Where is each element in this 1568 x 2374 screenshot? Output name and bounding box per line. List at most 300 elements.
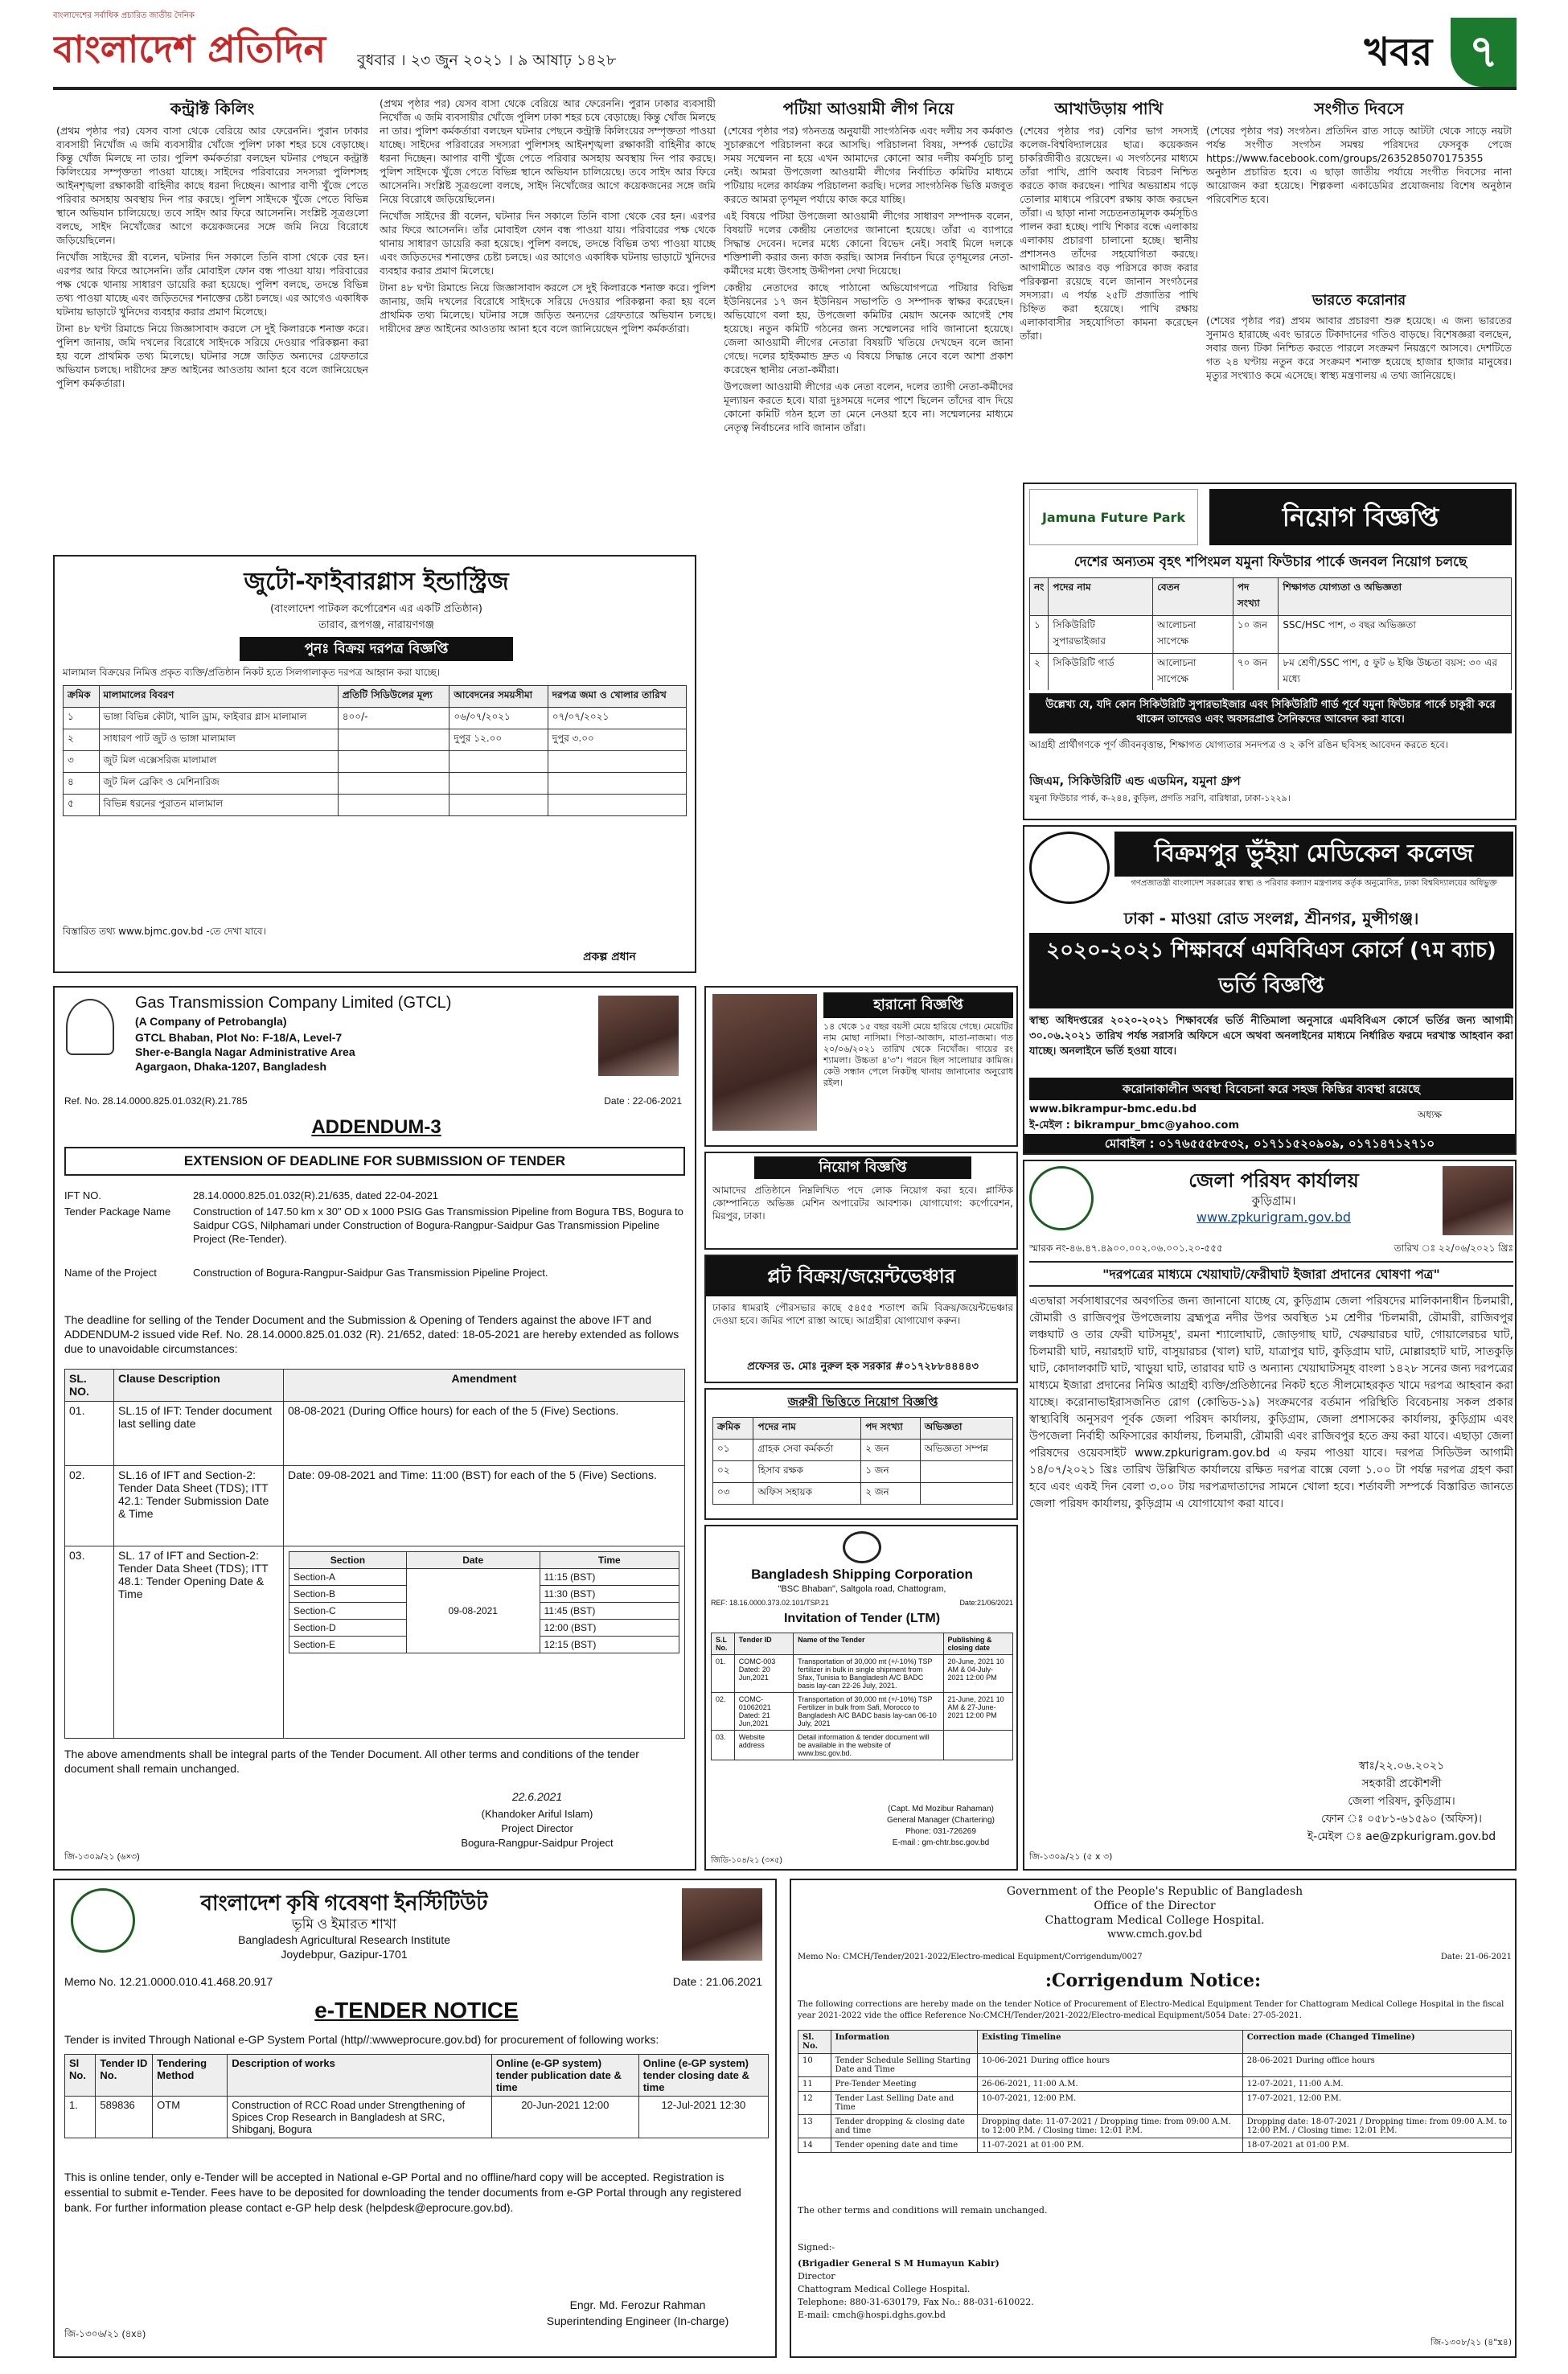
address-line: GTCL Bhaban, Plot No: F-18/A, Level-7: [135, 1031, 343, 1044]
zila-parishad-notice: [1023, 1160, 1517, 1871]
notice-date: Date: 21-06-2021: [1440, 1953, 1512, 1961]
email-address: E-mail : gm-chtr.bsc.gov.bd: [892, 1838, 990, 1847]
info-value: Construction of Bogura-Rangpur-Saidpur Gas Transmission Pipeline Project.: [193, 1267, 548, 1279]
table-cell: ২: [1030, 654, 1049, 691]
table-header: দরপত্র জমা ও খোলার তারিখ: [548, 686, 686, 708]
table-cell: Section-E: [289, 1637, 407, 1653]
table-cell: সিকিউরিটি গার্ড: [1049, 654, 1153, 691]
table-cell: 589836: [96, 2097, 153, 2138]
company-address: তারাব, রূপগঞ্জ, নারায়ণগঞ্জ: [318, 619, 434, 631]
table-cell: [449, 795, 548, 816]
mobile-numbers: মোবাইল : ০১৭৬৫৫৫৮৫৩২, ০১৭১১৫২০৯০৯, ০১৭১৪৭১২৭১০: [1024, 1134, 1515, 1153]
portrait-image: [1443, 1166, 1513, 1235]
memo-number: Memo No. 12.21.0000.010.41.468.20.917: [64, 1975, 273, 1988]
table-cell: Section-A: [289, 1569, 407, 1586]
table-cell: 11:15 (BST): [540, 1569, 679, 1586]
table-row: [64, 708, 687, 729]
table-cell: 10: [798, 2054, 831, 2077]
table-cell: 21-June, 2021 10 AM & 27-June-2021 12:00 PM: [943, 1693, 1012, 1731]
table-cell: ৪: [64, 773, 100, 795]
article-patiya-awami-league: [724, 97, 1013, 977]
table-cell: 11:45 (BST): [540, 1603, 679, 1620]
table-cell: SSC/HSC পাশ, ৩ বছর অভিজ্ঞতা: [1279, 616, 1512, 654]
table-row: [798, 2054, 1512, 2077]
table-cell: জুট মিল ব্রেকিং ও মেশিনারিজ: [99, 773, 338, 795]
ad-code: জি-১৩০৯/২১ (৬×৩): [64, 1852, 140, 1862]
gtcl-logo-icon: [66, 999, 114, 1055]
table-cell: 12:00 (BST): [540, 1620, 679, 1637]
table-cell: [338, 751, 449, 773]
notice-date: Date : 22-06-2021: [604, 1095, 682, 1107]
notice-note: The other terms and conditions will remain unchanged.: [798, 2205, 1048, 2216]
notice-title: জরুরী ভিত্তিতে নিয়োগ বিজ্ঞপ্তি: [787, 1394, 938, 1409]
table-cell: ০১: [713, 1440, 753, 1461]
table-row: [713, 1440, 1013, 1461]
notice-title: "দরপত্রের মাধ্যমে খেয়াঘাট/ফেরীঘাট ইজারা প্রদানের ঘোষণা পত্র": [1029, 1261, 1513, 1287]
phone-number: Telephone: 880-31-630179, Fax No.: 88-031-610022.: [798, 2297, 1034, 2307]
table-cell: [548, 751, 686, 773]
table-cell: [449, 751, 548, 773]
table-header: Online (e-GP system) tender closing date & time: [638, 2055, 768, 2097]
urgent-job-table: [712, 1417, 1013, 1514]
table-cell: 10-06-2021 During office hours: [977, 2054, 1242, 2077]
bikrampur-medical-college-ad: [1023, 825, 1517, 1155]
table-row: [64, 729, 687, 751]
table-row: [289, 1569, 679, 1586]
bari-logo-icon: [71, 1888, 135, 1953]
table-cell: 08-08-2021 (During Office hours) for each of the 5 (Five) Sections.: [284, 1402, 685, 1466]
notice-intro: মালামাল বিক্রয়ের নিমিত্ত প্রকৃত ব্যক্তি/প্রতিষ্ঠান নিকট হতে সিলগালাকৃত দরপত্র আহ্বান করা যাচ্ছে।: [63, 667, 441, 678]
notice-title: e-TENDER NOTICE: [314, 1998, 519, 2023]
signer-name: (Capt. Md Mozibur Rahaman): [888, 1805, 994, 1813]
website-link[interactable]: www.zpkurigram.gov.bd: [1196, 1210, 1352, 1225]
company-name: জুটো-ফাইবারগ্লাস ইন্ডাস্ট্রিজ: [244, 568, 509, 596]
notice-title: :Corrigendum Notice:: [1045, 1970, 1262, 1991]
article-title: সংগীত দিবসে: [1314, 99, 1404, 118]
table-cell: [920, 1461, 1012, 1483]
table-cell: [920, 1483, 1012, 1505]
table-cell: ০৩: [713, 1483, 753, 1505]
table-cell: Section-B: [289, 1586, 407, 1603]
table-cell: 26-06-2021, 11:00 A.M.: [977, 2077, 1242, 2092]
table-row: [713, 1483, 1013, 1505]
article-title: পটিয়া আওয়ামী লীগ নিয়ে: [782, 99, 954, 118]
bsc-tender-ad: [704, 1525, 1018, 1871]
table-cell: হিসাব রক্ষক: [753, 1461, 861, 1483]
missing-person-photo: [712, 994, 817, 1131]
signer-title: Superintending Engineer (In-charge): [546, 2314, 729, 2327]
article-paragraph: এই বিষয়ে পটিয়া উপজেলা আওয়ামী লীগের সাধারণ সম্পাদক বলেন, বিষয়টি দলের কেন্দ্রীয় নেতাদের জানানো হয়েছে। তাঁরা এ ব্যাপারে সিদ্ধান্ত দেবেন। দলের মধ্যে কোনো বিভেদ নেই। সবাই মিলে দলকে শক্তিশালী করার জন্য কাজ করছি। আসন্ন নির্বাচন ঘিরে তৃণমূলের নেতা-কর্মীদের মধ্যে উৎসাহ উদ্দীপনা দেখা দিয়েছে।: [724, 210, 1013, 277]
tender-info: [64, 1189, 685, 1309]
email-address[interactable]: ই-মেইল ঃ ae@zpkurigram.gov.bd: [1307, 1830, 1496, 1843]
ad-code: জি-১৩০৬/২১ (৪x৪): [64, 2328, 146, 2339]
table-header: Section: [289, 1552, 407, 1569]
website-link[interactable]: www.cmch.gov.bd: [1106, 1928, 1203, 1941]
table-row: [65, 1546, 685, 1739]
college-logo-icon: [1029, 832, 1110, 904]
notice-banner: উল্লেখ্য যে, যদি কোন সিকিউরিটি সুপারভাইজার এবং সিকিউরিটি গার্ড পূর্বে যমুনা ফিউচার পার্কে চাকুরী করে থাকেন তাদেরও এবং অবসরপ্রাপ্ত সৈনিকদের আবেদন করা যাবে।: [1029, 693, 1512, 733]
table-cell: আলোচনা সাপেক্ষে: [1153, 616, 1233, 654]
table-cell: 20-June, 2021 10 AM & 04-July-2021 12:00 PM: [943, 1655, 1012, 1693]
article-music-day: [1206, 97, 1512, 474]
signer-name: (Brigadier General S M Humayun Kabir): [798, 2258, 999, 2269]
table-header: Sl. No.: [798, 2031, 831, 2054]
table-cell: ২ জন: [861, 1483, 921, 1505]
table-row: [64, 773, 687, 795]
notice-title: ADDENDUM-3: [311, 1116, 441, 1138]
institute-name: বাংলাদেশ কৃষি গবেষণা ইনস্টিটিউট: [200, 1891, 488, 1914]
table-header: পদের নাম: [753, 1418, 861, 1440]
plot-sale-ad: [704, 1255, 1018, 1383]
memo-number: Memo No: CMCH/Tender/2021-2022/Electro-medical Equipment/Corrigendum/0027: [798, 1953, 1143, 1961]
principal-signer: অধ্যক্ষ: [1417, 1109, 1443, 1120]
office-place: কুড়িগ্রাম।: [1251, 1193, 1296, 1208]
portrait-image: [598, 996, 679, 1076]
college-subtitle: গণপ্রজাতন্ত্রী বাংলাদেশ সরকারের স্বাস্থ্য ও পরিবার কল্যাণ মন্ত্রণালয় কর্তৃক অনুমোদিত, ঢাকা বিশ্ববিদ্যালয়ের অধিভুক্ত: [1131, 879, 1497, 888]
article-paragraph: উপজেলা আওয়ামী লীগের এক নেতা বলেন, দলের ত্যাগী নেতা-কর্মীদের মূল্যায়ন করতে হবে। যারা দুঃসময়ে দলের পাশে ছিলেন তাঁদের বাদ দিয়ে কোনো কমিটি গঠন হলে তা মেনে নেওয়া হবে না। সম্মেলনের মাধ্যমে নেতৃত্ব নির্বাচনের দাবি জানান তাঁরা।: [724, 380, 1013, 433]
installment-banner: করোনাকালীন অবস্থা বিবেচনা করে সহজ কিস্তির ব্যবস্থা রয়েছে: [1029, 1078, 1513, 1100]
notice-title: Invitation of Tender (LTM): [783, 1612, 941, 1625]
table-row: [1030, 654, 1512, 691]
article-body: [724, 124, 1013, 976]
table-cell: আলোচনা সাপেক্ষে: [1153, 654, 1233, 691]
signer-name: Engr. Md. Ferozur Rahman: [569, 2298, 706, 2311]
table-row: [1030, 616, 1512, 654]
brand-logo: Jamuna Future Park: [1029, 489, 1198, 545]
jute-tender-ad: [53, 555, 696, 973]
table-row: [65, 1402, 685, 1466]
company-address: "BSC Bhaban", Saltgola road, Chattogram,: [778, 1584, 946, 1594]
table-header: Tender ID No.: [96, 2055, 153, 2097]
notice-subtitle: EXTENSION OF DEADLINE FOR SUBMISSION OF TENDER: [64, 1147, 685, 1176]
table-cell: Tender opening date and time: [831, 2138, 977, 2153]
table-cell: Pre-Tender Meeting: [831, 2077, 977, 2092]
table-cell: 12-Jul-2021 12:30: [638, 2097, 768, 2138]
table-header: Online (e-GP system) tender publication date & time: [491, 2055, 638, 2097]
table-header: Publishing & closing date: [943, 1633, 1012, 1655]
opening-schedule-table: [289, 1551, 679, 1653]
table-header: অভিজ্ঞতা: [920, 1418, 1012, 1440]
signature-date: 22.6.2021: [511, 1790, 563, 1803]
cmch-corrigendum-ad: [790, 1879, 1517, 2358]
footer-note: বিস্তারিত তথ্য www.bjmc.gov.bd -তে দেখা যাবে।: [63, 926, 266, 937]
table-row: [713, 1461, 1013, 1483]
table-cell: ৩: [64, 751, 100, 773]
table-cell: ১০ জন: [1233, 616, 1279, 654]
signer-title: Director: [798, 2271, 835, 2282]
page-number: ৭: [1451, 18, 1517, 87]
table-cell: 11-07-2021 at 01:00 P.M.: [977, 2138, 1242, 2153]
table-cell: Detail information & tender document will be available in the website of www.bsc.gov.bd.: [794, 1731, 943, 1760]
table-cell: SL.15 of IFT: Tender document last selling date: [114, 1402, 284, 1466]
table-header: Correction made (Changed Timeline): [1242, 2031, 1511, 2054]
table-cell: 10-07-2021, 12:00 P.M.: [977, 2092, 1242, 2115]
newspaper-logo: বাংলাদেশ প্রতিদিন: [53, 27, 326, 71]
company-name: Bangladesh Shipping Corporation: [751, 1567, 973, 1582]
table-cell: [284, 1546, 685, 1739]
table-header: ক্রমিক: [64, 686, 100, 708]
table-header: Information: [831, 2031, 977, 2054]
table-cell: ১: [1030, 616, 1049, 654]
article-paragraph: নিখোঁজ সাইদের স্ত্রী বলেন, ঘটনার দিন সকালে তিনি বাসা থেকে বের হন। এরপর আর ফিরে আসেননি। তাঁর মোবাইল ফোন বন্ধ পাওয়া যায়। পরিবারের পক্ষ থেকে থানায় সাধারণ ডায়েরি করা হয়েছে। পুলিশ বলছে, তদন্তে বিভিন্ন তথ্য পাওয়া যাচ্ছে এবং জড়িতদের শনাক্তের চেষ্টা চলছে। এর আগেও একাধিক ঘটনায় ভাড়াটে খুনিদের ব্যবহার করার প্রমাণ মিলেছে।: [380, 210, 716, 277]
ad-code: জিডি-১০৪/২১ (৩×৫): [711, 1856, 782, 1865]
table-row: [798, 2115, 1512, 2138]
table-cell: দুপুর ১২.০০: [449, 729, 548, 751]
table-cell: Date: 09-08-2021 and Time: 11:00 (BST) for each of the 5 (Five) Sections.: [284, 1466, 685, 1546]
table-cell: 09-08-2021: [406, 1569, 540, 1653]
issue-date: বুধবার । ২৩ জুন ২০২১ । ৯ আষাঢ় ১৪২৮: [357, 51, 617, 69]
jamuna-future-park-job-ad: [1023, 483, 1517, 820]
contact-name: জিএম, সিকিউরিটি এন্ড এডমিন, যমুনা গ্রুপ: [1029, 774, 1241, 788]
notice-intro: Tender is invited Through National e-GP System Portal (http//:wwweprocure.gov.bd) for procurement of following works:: [64, 2033, 659, 2046]
table-row: [64, 795, 687, 816]
bsc-tender-table: [711, 1633, 1013, 1801]
table-cell: ৫: [64, 795, 100, 816]
table-cell: 11:30 (BST): [540, 1586, 679, 1603]
notice-date: Date:21/06/2021: [959, 1599, 1013, 1607]
address-line: Sher-e-Bangla Nagar Administrative Area: [135, 1045, 355, 1058]
signer-name: (Khandoker Ariful Islam): [481, 1808, 593, 1820]
table-cell: [338, 773, 449, 795]
table-cell: সিকিউরিটি সুপারভাইজার: [1049, 616, 1153, 654]
article-body: (শেষের পৃষ্ঠার পর) বেশির ভাগ সদস্যই কলেজ-বিশ্ববিদ্যালয়ের ছাত্র। কয়েকজন চাকরিজীবীও রয়েছেন। এ সংগঠনের মাধ্যমে তাঁরা পাখি, প্রাণি অবাধ বিচরণ নিশ্চিত করতে কাজ করছেন। পাখির অভয়াশ্রম গড়ে তোলার মাধ্যমে পরিবেশ রক্ষায় কাজ করছেন তাঁরা। এ ছাড়া নানা সচেতনতামূলক কর্মসূচিও পালন করা হচ্ছে। পাখি শিকার বন্ধে এলাকায় এলাকায় প্রচারণা চালানো হচ্ছে। স্থানীয় প্রশাসনও তাঁদের সহযোগিতা করছে। আগামীতে আরও বড় পরিসরে কাজ করার পরিকল্পনা রয়েছে বলে জানান সংগঠনের সদস্যরা। এ পর্যন্ত ২৫টি প্রজাতির পাখি চিহ্নিত করা হয়েছে। পাখি রক্ষায় এলাকাবাসীর সহযোগিতা কামনা করেছেন তাঁরা।: [1020, 125, 1198, 342]
table-header: Clause Description: [114, 1370, 284, 1402]
office-name: জেলা পরিষদ কার্যালয়: [1188, 1169, 1359, 1190]
article-paragraph: (শেষের পৃষ্ঠার পর) গঠনতন্ত্র অনুযায়ী সাংগঠনিক এবং দলীয় সব কর্মকাণ্ড সুচারুরূপে পরিচালনা করে আসছি। পরিচালনা বিষয়, সম্পর্ক ভোটের সময় সম্মেলন না হয়ে এখন আমাদের কোনো আর দলীয় কর্মসূচি চালু নেই। আমরা উপজেলা আওয়ামী লীগের নির্বাচিত কমিটির মাধ্যমে পটিয়ায় দলের কার্যক্রম পরিচালনা করছি। দলের সাংগঠনিক ভিত্তি মজবুত করতে আমরা তৃণমূল পর্যায়ে কাজ করে যাচ্ছি।: [724, 125, 1013, 205]
table-cell: 28-06-2021 During office hours: [1242, 2054, 1511, 2077]
table-row: [64, 751, 687, 773]
department-name: ভূমি ও ইমারত শাখা: [291, 1916, 397, 1932]
article-contract-killing: [56, 97, 368, 547]
table-cell: 03.: [65, 1546, 114, 1739]
table-cell: 14: [798, 2138, 831, 2153]
info-value: Construction of 147.50 km x 30" OD x 1000 PSIG Gas Transmission Pipeline from Bogura TBS, Bogura to Saidpur CGS, Nilphamari under Construction of Bogura-Rangpur-Saidpur Gas Transmission Pipeline Project (Re-Tender).: [193, 1205, 683, 1245]
signer-title: General Manager (Chartering): [887, 1816, 995, 1825]
admission-text: স্বাস্থ্য অধিদপ্তরের ২০২০-২০২১ শিক্ষাবর্ষের ভর্তি নীতিমালা অনুসারে এমবিবিএস কোর্সে ভর্তির জন্য আগামী ৩০.০৬.২০২১ তারিখ পর্যন্ত সরাসরি অফিসে এসে অথবা অনলাইনের মাধ্যমে নির্ধারিত ফরমে দরখাস্ত আহবান করা যাচ্ছে। অনলাইনে ভর্তি হওয়া যাবে।: [1029, 1015, 1513, 1058]
website-link[interactable]: www.bikrampur-bmc.edu.bd: [1029, 1103, 1197, 1115]
table-cell: Section-C: [289, 1603, 407, 1620]
email-address[interactable]: ই-মেইল : bikrampur_bmc@yahoo.com: [1029, 1119, 1240, 1132]
table-cell: Transportation of 30,000 mt (+/-10%) TSP fertilizer in bulk in single shipment from Sfax, Tunisia to Bangladesh A/C BADC basis lay-can 22-26 July, 2021.: [794, 1655, 943, 1693]
article-paragraph: কেন্দ্রীয় নেতাদের কাছে পাঠানো অভিযোগপত্রে পটিয়ার বিভিন্ন ইউনিয়নের ১৭ জন ইউনিয়ন সভাপতি ও সম্পাদক স্বাক্ষর করেছেন। অভিযোগে বলা হয়, উপজেলা কমিটির মেয়াদ অনেক আগেই শেষ হয়েছে। নতুন কমিটি গঠনের জন্য সম্মেলনের দাবি জানানো হয়েছে। জেলা আওয়ামী লীগের নেতারা বিষয়টি খতিয়ে দেখছেন বলে জানা গেছে। দলের হাইকমান্ড দ্রুত এ বিষয়ে সিদ্ধান্ত নেবে বলে আশা প্রকাশ করেছেন স্থানীয় নেতা-কর্মীরা।: [724, 281, 1013, 376]
contact-address: যমুনা ফিউচার পার্ক, ক-২৪৪, কুড়িল, প্রগতি সরণি, বারিধারা, ঢাকা-১২২৯।: [1029, 793, 1291, 803]
table-cell: ০৬/০৭/২০২১: [449, 708, 548, 729]
section-name: খবর: [1364, 30, 1433, 75]
email-address: E-mail: cmch@hospi.dghs.gov.bd: [798, 2310, 946, 2320]
bsc-logo-icon: [843, 1531, 881, 1563]
signed-label: Signed:-: [798, 2242, 835, 2253]
company-subtitle: (বাংলাদেশ পাটকল কর্পোরেশন এর একটি প্রতিষ্ঠান): [270, 603, 482, 615]
table-cell: 17-07-2021, 12:00 P.M.: [1242, 2092, 1511, 2115]
info-label: Tender Package Name: [64, 1205, 171, 1218]
table-cell: ভাঙ্গা বিভিন্ন কৌটা, খালি ড্রাম, ফাইবার গ্লাস মালামাল: [99, 708, 338, 729]
college-name: বিক্রমপুর ভুঁইয়া মেডিকেল কলেজ: [1114, 832, 1513, 877]
urgent-job-ad: [704, 1388, 1018, 1520]
memo-number: স্মারক নং-৪৬.৪৭.৪৯০০.০০২.০৬.০০১.২০-৫৫৫: [1029, 1242, 1223, 1254]
table-cell: 12:15 (BST): [540, 1637, 679, 1653]
signer-org: Chattogram Medical College Hospital.: [798, 2284, 971, 2294]
table-cell: COMC-003 Dated: 20 Jun,2021: [734, 1655, 793, 1693]
table-header: Sl No.: [65, 2055, 96, 2097]
table-cell: Tender Schedule Selling Starting Date and Time: [831, 2054, 977, 2077]
table-cell: [548, 773, 686, 795]
notice-title: হারানো বিজ্ঞপ্তি: [823, 992, 1013, 1018]
table-cell: ২ জন: [861, 1440, 921, 1461]
table-header: Tender ID: [734, 1633, 793, 1655]
table-header: Description of works: [228, 2055, 492, 2097]
notice-date: তারিখ ঃ ২২/০৬/২০২১ খ্রিঃ: [1394, 1242, 1513, 1254]
ad-code: জি-১৩০৮/২১ (৪"x৪): [1430, 2337, 1512, 2347]
table-cell: 12: [798, 2092, 831, 2115]
info-label: Name of the Project: [64, 1267, 157, 1279]
phone-number: ফোন ঃ ০৫৮১-৬১৫৯০ (অফিস)।: [1320, 1813, 1483, 1826]
notice-body: This is online tender, only e-Tender will be accepted in National e-GP Portal and no offline/hard copy will be accepted. Registration is essential to submit e-Tender. Fees have to be deposited for downloading the tender documents from e-GP Portal through any registered bank. For further information please contact e-GP help desk (helpdesk@eprocure.gov.bd).: [64, 2171, 741, 2214]
table-cell: ১: [64, 708, 100, 729]
ad-code: জি-১৩০৯/২১ (৫ x ৩): [1029, 1851, 1113, 1862]
table-cell: [943, 1731, 1012, 1760]
masthead: [53, 6, 1517, 87]
table-cell: 18-07-2021 at 01:00 P.M.: [1242, 2138, 1511, 2153]
notice-body: ১৪ থেকে ১৫ বছর বয়সী মেয়ে হারিয়ে গেছে। মেয়েটির নাম মোছা নাসিমা। পিতা-আজাদ, মাতা-নাজমা। গত ২০/০৬/২০২১ তারিখ থেকে নিখোঁজ। গায়ের রং শ্যামলা। উচ্চতা ৪'৩"। পরনে ছিল সালোয়ার কামিজ। কেউ সন্ধান পেলে নিকটস্থ থানায় জানানোর অনুরোধ রইল।: [823, 1021, 1013, 1088]
tagline: বাংলাদেশের সর্বাধিক প্রচারিত জাতীয় দৈনিক: [53, 11, 195, 20]
table-row: [798, 2138, 1512, 2153]
table-cell: SL.16 of IFT and Section-2: Tender Data Sheet (TDS); ITT 42.1: Tender Submission Date & Time: [114, 1466, 284, 1546]
notice-title: নিয়োগ বিজ্ঞপ্তি: [754, 1156, 971, 1179]
lost-notice-ad: [704, 986, 1018, 1147]
table-header: Existing Timeline: [977, 2031, 1242, 2054]
reference-number: REF: 18.16.0000.373.02.101/TSP.21: [711, 1599, 829, 1607]
company-name: Gas Transmission Company Limited (GTCL): [135, 994, 452, 1012]
admission-banner: ২০২০-২০২১ শিক্ষাবর্ষে এমবিবিএস কোর্সে (৭ম ব্যাচ) ভর্তি বিজ্ঞপ্তি: [1029, 933, 1513, 1008]
info-label: IFT NO.: [64, 1189, 101, 1201]
article-patiya: [380, 97, 716, 547]
table-row: [65, 2097, 769, 2138]
table-header: নং: [1030, 578, 1049, 616]
notice-body: ঢাকার ধামরাই পৌরসভার কাছে ৫৪৫৫ শতাংশ জমি বিক্রয়/জয়েন্টভেঞ্চার দেওয়া হবে। জমির পাশে রাস্তা আছে। আগ্রহীরা যোগাযোগ করুন।: [712, 1302, 1013, 1326]
article-paragraph: (প্রথম পৃষ্ঠার পর) যেসব বাসা থেকে বেরিয়ে আর ফেরেননি। পুরান ঢাকার ব্যবসায়ী নিখোঁজ এ জমি ব্যবসায়ীর খোঁজে পুলিশ ঢাকা শহর চষে বেড়াচ্ছে। কিন্তু খোঁজ মিলছে না তার। পুলিশ কর্মকর্তারা বলছেন ঘটনার পেছনে কন্ট্রাক্ট কিলিংয়ের সম্পৃক্ততা পাওয়া যাচ্ছে। সাইদের পরিবারের সদস্যরা পুলিশসহ আইনশৃঙ্খলা রক্ষাকারী বাহিনীর কাছে ধরনা দিচ্ছেন। আপার বাণী খুঁজে পেতে পরিবার অসহায় অবস্থায় দিন পার করছে। পুলিশ সাইদকে খুঁজে পেতে বিভিন্ন স্থানে অভিযান চালিয়েছে। তবে সাইদ আর ফিরে আসেননি। সংশ্লিষ্ট সূত্রগুলো বলছে, সাইদ নিখোঁজের আগে কয়েকজনের সঙ্গে জমি নিয়ে বিরোধে জড়িয়েছিলেন।: [380, 97, 716, 205]
etender-table: [64, 2054, 769, 2158]
table-cell: 11: [798, 2077, 831, 2092]
table-cell: গ্রাহক সেবা কর্মকর্তা: [753, 1440, 861, 1461]
notice-title: পুনঃ বিক্রয় দরপত্র বিজ্ঞপ্তি: [240, 637, 513, 661]
jfp-job-table: [1029, 577, 1512, 690]
portrait-image: [682, 1888, 762, 1961]
jute-table: [63, 685, 687, 918]
article-body: (শেষের পৃষ্ঠার পর) প্রথম আবার প্রচারণা শুরু হয়েছে। এ জন্য ভারতের সুনামও হারাচ্ছে এবং ভারতে টিকাদানের গতিও বাড়ছে। বিশেষজ্ঞরা বলছেন, সবার জন্য টিকা নিশ্চিত করতে পারলে সংক্রমণ নিয়ন্ত্রণে আসবে। দেশটিতে গত ২৪ ঘণ্টায় নতুন করে সংক্রমণ শনাক্ত হয়েছে হাজার হাজার মানুষের। মৃত্যুর সংখ্যাও কমে এসেছে। স্বাস্থ্য মন্ত্রণালয় এ তথ্য জানিয়েছে।: [1206, 314, 1512, 381]
table-header: SL. NO.: [65, 1370, 114, 1402]
company-subtitle: (A Company of Petrobangla): [135, 1015, 287, 1028]
table-header: Tendering Method: [153, 2055, 228, 2097]
signer: প্রকল্প প্রধান: [583, 951, 636, 963]
small-job-ad: [704, 1152, 1018, 1250]
notice-body: আমাদের প্রতিষ্ঠানে নিম্নলিখিত পদে লোক নিয়োগ করা হবে। প্লাস্টিক কোম্পানিতে অভিজ্ঞ মেশিন অপারেটর আবশ্যক। যোগাযোগ: কর্পোরেশন, মিরপুর, ঢাকা।: [712, 1185, 1013, 1222]
table-cell: 02.: [65, 1466, 114, 1546]
table-row: [712, 1693, 1013, 1731]
institute-name-en: Bangladesh Agricultural Research Institute: [238, 1933, 450, 1946]
institute-address: Joydebpur, Gazipur-1701: [281, 1948, 408, 1961]
table-cell: দুপুর ৩.০০: [548, 729, 686, 751]
signer-title: Project Director: [501, 1822, 573, 1834]
notice-body: এতদ্বারা সর্বসাধারণের অবগতির জন্য জানানো যাচ্ছে যে, কুড়িগ্রাম জেলা পরিষদের মালিকানাধীন চিলমারী, রৌমারী ও রাজিবপুর উপজেলায় ব্রহ্মপুত্র নদীর উপর অবস্থিত ১ম শ্রেণীর 'চিলমারী, রৌমারী, রাজিবপুর লঞ্চঘাট ও তার ফেরী ঘাটসমূহ', রমনা শ্যালোঘাট, জোড়গাছ ঘাট, খেরুয়ারচর ঘাট, গোয়ালেরচর ঘাট, চিলমারী ঘাট, নয়ারহাট ঘাট, বাসুয়ারচর (খাল) ঘাট, যাত্রাপুর ঘাট, কুড়িগ্রাম ঘাট, মোল্লারহাট ঘাট, সাতকুড়ি ঘাট, কোদালকাটি ঘাট, খাড়ুয়া ঘাট, তারাবর ঘাট ও অন্যান্য খেয়াঘাটসমূহ বাংলা ১৪২৮ সনের জন্য দরপত্রের মাধ্যমে ইজারা প্রদানের নিমিত্ত আগ্রহী ব্যক্তি/প্রতিষ্ঠানের নিকট হতে সীলমোহরকৃত খামে দরপত্র আহবান করা যাচ্ছে। করোনাভাইরাসজনিত রোগ (কোভিড-১৯) সংক্রমণের বর্তমান পরিস্থিতি বিবেচনায় সকল প্রকার স্বাস্থ্যবিধি অনুসরণ পূর্বক জেলা পরিষদ কার্যালয়, কুড়িগ্রাম, জেলা প্রশাসকের কার্যালয়, কুড়িগ্রাম এবং উপজেলা নির্বাহী অফিসারের কার্যালয়, চিলমারী, রৌমারী এবং রাজিবপুর হতে ক্রয় করা যাবে। এছাড়া জেলা পরিষদের ওয়েবসাইট www.zpkurigram.gov.bd এ ফরম পাওয়া যাবে। দরপত্র সিডিউল আগামী ১৪/০৭/২০২১ খ্রিঃ তারিখ উল্লিখিত কার্যালয়ে রক্ষিত দরপত্র বাক্সে বেলা ১.০০ টা পর্যন্ত দরপত্র গ্রহণ করা হবে এবং একই দিন বেলা ৩.০০ টায় দরপত্রদাতাদের সামনে খোলা হবে। শর্তাবলী সম্পর্কে বিস্তারিত জানতে জেলা পরিষদ কার্যালয়, কুড়িগ্রাম এ যোগাযোগ করা যাবে।: [1029, 1295, 1513, 1510]
table-cell: বিভিন্ন ধরনের পুরাতন মালামাল: [99, 795, 338, 816]
table-cell: ৭০ জন: [1233, 654, 1279, 691]
notice-intro: The deadline for selling of the Tender Document and the Submission & Opening of Tenders against the above IFT and ADDENDUM-2 issued vide Ref. No. 28.14.0000.825.01.032 (R). 21/652, dated: 18-05-2021 are hereby extended as follows due to unavoidable circumstances:: [64, 1313, 679, 1355]
table-cell: ০৭/০৭/২০২১: [548, 708, 686, 729]
addendum-table: [64, 1369, 685, 1739]
table-cell: ০২: [713, 1461, 753, 1483]
table-row: [798, 2092, 1512, 2115]
notice-body: আগ্রহী প্রার্থীগণকে পূর্ণ জীবনবৃত্তান্ত, শিক্ষাগত যোগ্যতার সনদপত্র ও ২ কপি রঙিন ছবিসহ আবেদন করতে হবে।: [1029, 739, 1449, 750]
table-header: প্রতিটি সিডিউলের মূল্য: [338, 686, 449, 708]
reference-number: Ref. No. 28.14.0000.825.01.032(R).21.785: [64, 1095, 248, 1107]
table-header: পদ সংখ্যা: [861, 1418, 921, 1440]
article-body: [56, 124, 368, 542]
article-paragraph: নিখোঁজ সাইদের স্ত্রী বলেন, ঘটনার দিন সকালে তিনি বাসা থেকে বের হন। এরপর আর ফিরে আসেননি। তাঁর মোবাইল ফোন বন্ধ পাওয়া যায়। পরিবারের পক্ষ থেকে থানায় সাধারণ ডায়েরি করা হয়েছে। পুলিশ বলছে, তদন্তে বিভিন্ন তথ্য পাওয়া যাচ্ছে এবং জড়িতদের শনাক্তের চেষ্টা চলছে। এর আগেও একাধিক ঘটনায় ভাড়াটে খুনিদের ব্যবহার করার প্রমাণ মিলেছে।: [56, 251, 368, 318]
college-name: Chattogram Medical College Hospital.: [1045, 1914, 1265, 1927]
table-cell: [338, 729, 449, 751]
table-cell: [548, 795, 686, 816]
article-title: আখাউড়ায় পাখি: [1054, 99, 1164, 118]
table-cell: জুট মিল এক্সেসরিজ মালামাল: [99, 751, 338, 773]
table-header: শিক্ষাগত যোগ্যতা ও অভিজ্ঞতা: [1279, 578, 1512, 616]
table-cell: 12-07-2021, 11:00 A.M.: [1242, 2077, 1511, 2092]
notice-date: Date : 21.06.2021: [672, 1975, 762, 1988]
table-cell: Tender dropping & closing date and time: [831, 2115, 977, 2138]
table-cell: Tender Last Selling Date and Time: [831, 2092, 977, 2115]
table-cell: ৮ম শ্রেণী/SSC পাশ, ৫ ফুট ৬ ইঞ্চি উচ্চতা বয়স: ৩০ এর মধ্যে: [1279, 654, 1512, 691]
table-header: Date: [406, 1552, 540, 1569]
signer-org: জেলা পরিষদ, কুড়িগ্রাম।: [1348, 1795, 1455, 1808]
table-header: Name of the Tender: [794, 1633, 943, 1655]
table-cell: Website address: [734, 1731, 793, 1760]
notice-title: নিয়োগ বিজ্ঞপ্তি: [1209, 489, 1512, 545]
table-header: আবেদনের সময়সীমা: [449, 686, 548, 708]
table-cell: [449, 773, 548, 795]
table-cell: COMC-01062021 Dated: 21 Jun,2021: [734, 1693, 793, 1731]
table-header: মালামালের বিবরণ: [99, 686, 338, 708]
table-cell: ২: [64, 729, 100, 751]
table-cell: অফিস সহায়ক: [753, 1483, 861, 1505]
article-title: কন্ট্রাক্ট কিলিং: [170, 99, 255, 118]
table-cell: অভিজ্ঞতা সম্পন্ন: [920, 1440, 1012, 1461]
table-row: [712, 1655, 1013, 1693]
table-cell: ৪০০/-: [338, 708, 449, 729]
signer-project: Bogura-Rangpur-Saidpur Project: [461, 1837, 614, 1849]
table-row: [798, 2077, 1512, 2092]
office-name: Office of the Director: [1094, 1900, 1216, 1912]
table-cell: 20-Jun-2021 12:00: [491, 2097, 638, 2138]
table-cell: 02.: [712, 1693, 735, 1731]
table-header: ক্রমিক: [713, 1418, 753, 1440]
government-name: Government of the People's Republic of Bangladesh: [1006, 1885, 1303, 1898]
table-cell: Transportation of 30,000 mt (+/-10%) TSP Fertilizer in bulk from Safi, Morocco to Bangladesh A/C BADC basis lay-can 06-10 July, 2021: [794, 1693, 943, 1731]
table-cell: 13: [798, 2115, 831, 2138]
bari-etender-ad: [53, 1879, 777, 2358]
table-cell: [338, 795, 449, 816]
table-cell: সাধারণ পাট জুট ও ভাঙ্গা মালামাল: [99, 729, 338, 751]
article-subtitle: ভারতে করোনার: [1311, 292, 1406, 309]
phone-number: Phone: 031-726269: [905, 1827, 976, 1836]
info-value: 28.14.0000.825.01.032(R).21/635, dated 22-04-2021: [193, 1189, 439, 1201]
table-header: Amendment: [284, 1370, 685, 1402]
notice-note: The above amendments shall be integral parts of the Tender Document. All other terms and conditions of the tender document shall remain unchanged.: [64, 1748, 639, 1775]
article-body: [380, 97, 716, 547]
table-cell: OTM: [153, 2097, 228, 2138]
table-cell: 03.: [712, 1731, 735, 1760]
contact-info: প্রফেসর ড. মোঃ নুরুল হক সরকার #০১৭২৮৮৪৪৪৪৩: [747, 1361, 979, 1373]
table-header: S.L No.: [712, 1633, 735, 1655]
govt-seal-icon: [1029, 1166, 1094, 1230]
